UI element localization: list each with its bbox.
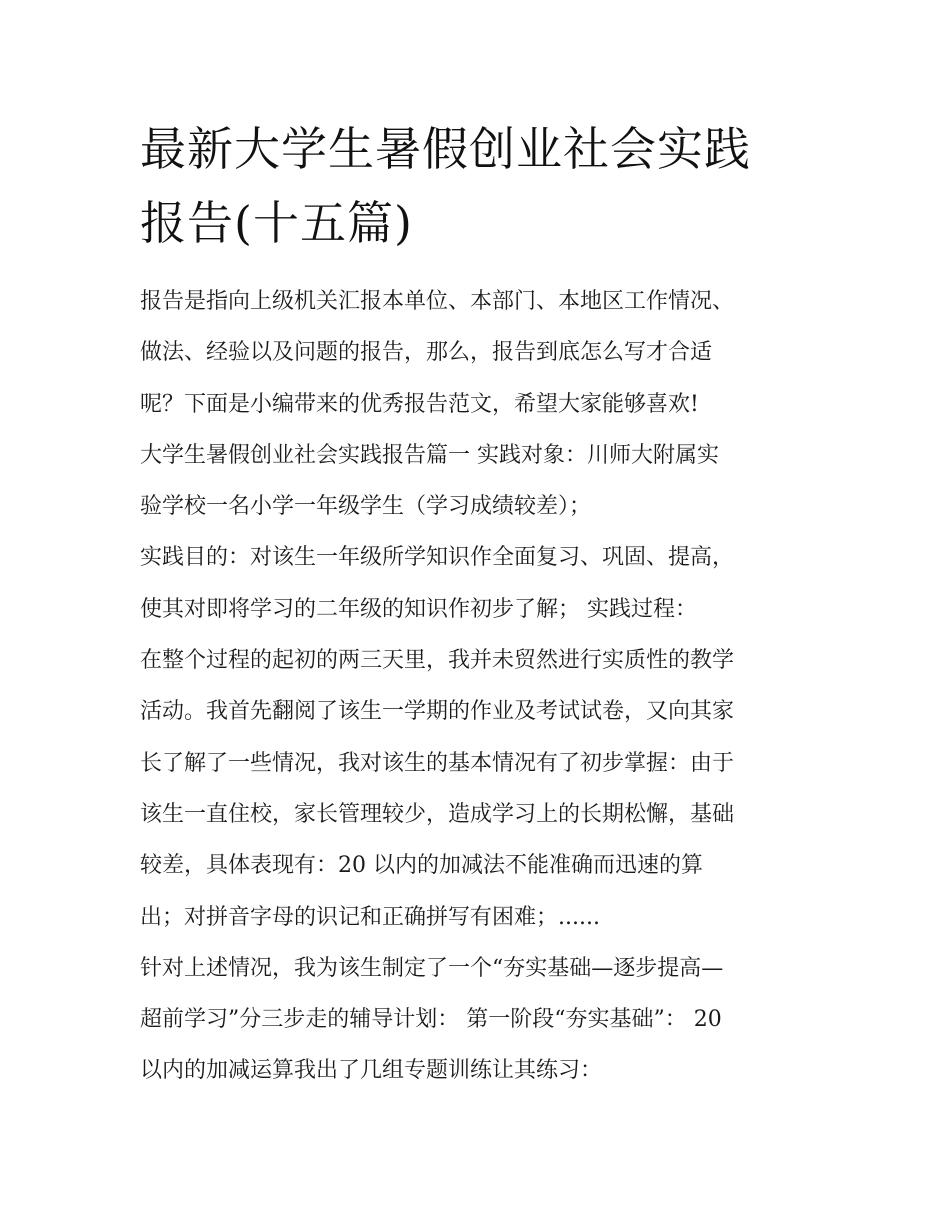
body-line: 超前学习”分三步走的辅导计划： 第一阶段“夯实基础”： 20 [140,1007,722,1033]
body-line: 长了解了一些情况，我对该生的基本情况有了初步掌握：由于 [140,750,735,776]
document-body [140,276,830,1097]
title-line: 报告(十五篇) [140,196,413,250]
body-line: 出；对拼音字母的识记和正确拼写有困难；...... [140,904,600,930]
body-line: 较差，具体表现有：20 以内的加减法不能准确而迅速的算 [140,853,703,879]
body-line: 该生一直住校，家长管理较少，造成学习上的长期松懈，基础 [140,801,735,827]
body-line: 验学校一名小学一年级学生（学习成绩较差）； [140,494,592,520]
title-line: 最新大学生暑假创业社会实践 [140,122,751,176]
body-line: 做法、经验以及问题的报告，那么，报告到底怎么写才合适 [140,340,713,366]
body-line: 报告是指向上级机关汇报本单位、本部门、本地区工作情况、 [140,289,735,314]
body-line: 在整个过程的起初的两三天里，我并未贸然进行实质性的教学 [140,648,735,674]
body-line: 活动。我首先翻阅了该生一学期的作业及考试试卷，又向其家 [140,699,735,725]
document-title [140,112,840,260]
body-line: 大学生暑假创业社会实践报告篇一 实践对象：川师大附属实 [140,442,719,468]
body-line: 实践目的：对该生一年级所学知识作全面复习、巩固、提高， [140,545,735,571]
body-line: 以内的加减运算我出了几组专题训练让其练习： [140,1058,603,1084]
body-line: 使其对即将学习的二年级的知识作初步了解； 实践过程： [140,596,697,622]
body-line: 针对上述情况，我为该生制定了一个“夯实基础—逐步提高— [140,955,724,981]
body-line: 呢？下面是小编带来的优秀报告范文，希望大家能够喜欢! [140,391,699,417]
